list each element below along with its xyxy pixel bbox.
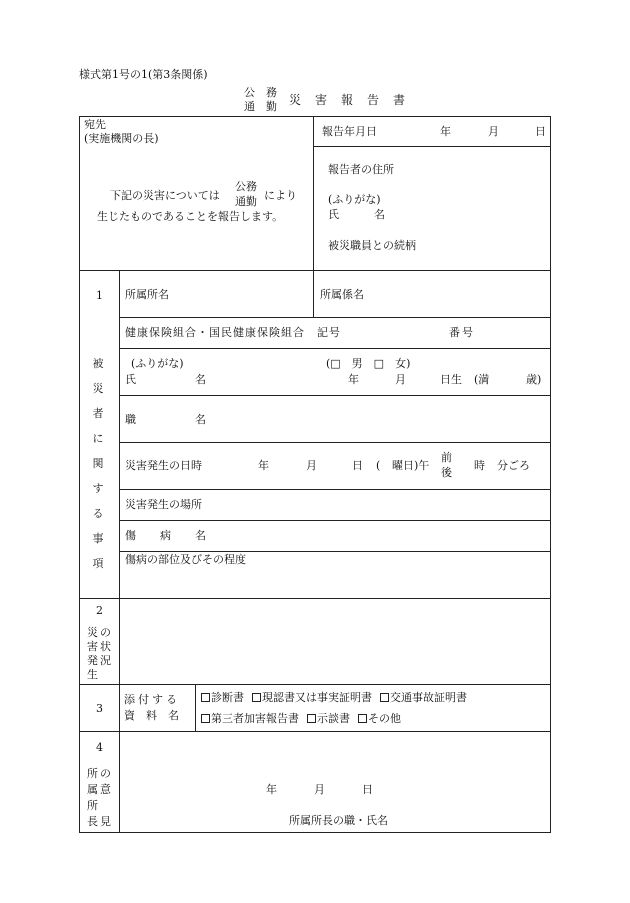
title-option-commute: 通 勤 xyxy=(244,100,277,113)
person-name-label-1: 氏 xyxy=(125,373,136,386)
checkbox-icon xyxy=(252,693,261,702)
form-number-label: 様式第1号の1(第3条関係) xyxy=(79,68,208,81)
occurred-weekday-open: ( xyxy=(376,459,381,472)
occurred-month-label: 月 xyxy=(306,459,317,472)
occurred-year-label: 年 xyxy=(258,459,269,472)
opinion-date-month: 月 xyxy=(314,783,325,796)
section4-side-line1: 所の xyxy=(87,767,113,780)
occurred-weekday-close: 曜日)午 xyxy=(392,459,430,472)
injury-detail-label: 傷病の部位及びその程度 xyxy=(125,553,246,566)
opinion-date-year: 年 xyxy=(266,783,277,796)
attachment-label-line2: 資 料 名 xyxy=(124,709,179,722)
reporter-name-label-1: 氏 xyxy=(328,208,339,221)
page-title: 災 害 報 告 書 xyxy=(289,93,407,107)
statement-line2: 生じたものであることを報告します。 xyxy=(97,210,284,223)
attachment-option-witness-certificate[interactable]: 現認書又は事実証明書 xyxy=(252,691,372,704)
attachment-option-traffic-accident-certificate[interactable]: 交通事故証明書 xyxy=(380,691,467,704)
occurrence-place-label: 災害発生の場所 xyxy=(125,498,202,511)
birth-day-label: 日生 xyxy=(440,373,462,386)
position-label-1: 職 xyxy=(125,413,136,426)
age-open-label: (満 xyxy=(474,373,490,386)
occurred-at-label: 災害発生の日時 xyxy=(125,459,202,472)
injury-name-label-3: 名 xyxy=(195,529,206,542)
affiliation-section-label: 所属係名 xyxy=(320,288,364,301)
statement-option-public-duty: 公務 xyxy=(235,180,257,193)
age-close-label: 歳) xyxy=(526,373,542,386)
affiliation-label: 所属所名 xyxy=(125,288,169,301)
report-date-day: 日 xyxy=(535,125,546,138)
insurance-label: 健康保険組合・国民健康保険組合 記号 xyxy=(125,326,341,339)
gender-options: (□ 男 □ 女) xyxy=(326,357,411,370)
insurance-number-label: 番号 xyxy=(449,326,475,339)
attachment-options-row2 xyxy=(201,713,401,724)
reporter-address-label: 報告者の住所 xyxy=(328,163,394,176)
occurred-hour-label: 時 xyxy=(474,459,485,472)
recipient-sublabel: (実施機関の長) xyxy=(84,132,159,145)
section2-number: 2 xyxy=(96,604,103,617)
section4-side-line4: 長見 xyxy=(87,815,113,828)
section1-side-label: 被 災 者 に 関 す る 事 項 xyxy=(92,357,104,570)
opinion-date-day: 日 xyxy=(362,783,373,796)
ampm-pm-label: 後 xyxy=(441,466,452,479)
checkbox-icon xyxy=(380,693,389,702)
attachment-option-diagnosis[interactable]: 診断書 xyxy=(201,691,244,704)
recipient-label: 宛先 xyxy=(84,118,106,131)
birth-year-label: 年 xyxy=(348,373,359,386)
section3-number: 3 xyxy=(96,702,103,715)
statement-suffix: により xyxy=(264,189,297,202)
section2-side-line1: 災の xyxy=(87,626,113,639)
injury-name-label-1: 傷 xyxy=(125,529,136,542)
reporter-relation-label: 被災職員との続柄 xyxy=(328,239,416,252)
ampm-am-label: 前 xyxy=(441,451,452,464)
statement-option-commute: 通勤 xyxy=(235,195,257,208)
section2-side-line3: 発況 xyxy=(87,654,113,667)
person-name-label-2: 名 xyxy=(195,373,206,386)
attachment-option-other[interactable]: その他 xyxy=(358,712,401,725)
checkbox-icon xyxy=(201,693,210,702)
birth-month-label: 月 xyxy=(395,373,406,386)
position-label-2: 名 xyxy=(195,413,206,426)
occurred-day-label: 日 xyxy=(352,459,363,472)
attachment-option-third-party-report[interactable]: 第三者加害報告書 xyxy=(201,712,299,725)
section1-number: 1 xyxy=(96,289,103,302)
section4-side-line3: 所 xyxy=(87,799,98,812)
attachment-option-settlement[interactable]: 示談書 xyxy=(307,712,350,725)
attachment-label-line1: 添付する xyxy=(124,693,180,706)
checkbox-icon xyxy=(307,714,316,723)
reporter-name-label-2: 名 xyxy=(374,208,385,221)
report-date-year: 年 xyxy=(440,125,451,138)
report-date-month: 月 xyxy=(488,125,499,138)
reporter-furigana-label: (ふりがな) xyxy=(328,193,381,206)
occurred-minute-label: 分ごろ xyxy=(497,459,530,472)
attachment-options-row1 xyxy=(201,692,467,703)
title-option-public-duty: 公 務 xyxy=(244,86,277,99)
section2-side-line2: 害状 xyxy=(87,640,113,653)
checkbox-icon xyxy=(358,714,367,723)
checkbox-icon xyxy=(201,714,210,723)
section2-side-line4: 生 xyxy=(87,668,98,681)
section4-number: 4 xyxy=(96,741,103,754)
statement-prefix: 下記の災害については xyxy=(110,189,220,202)
injury-name-label-2: 病 xyxy=(160,529,171,542)
director-signature-label: 所属所長の職・氏名 xyxy=(289,814,388,827)
person-furigana-label: (ふりがな) xyxy=(131,357,184,370)
report-date-label: 報告年月日 xyxy=(322,125,377,138)
section4-side-line2: 属意 xyxy=(87,783,113,796)
